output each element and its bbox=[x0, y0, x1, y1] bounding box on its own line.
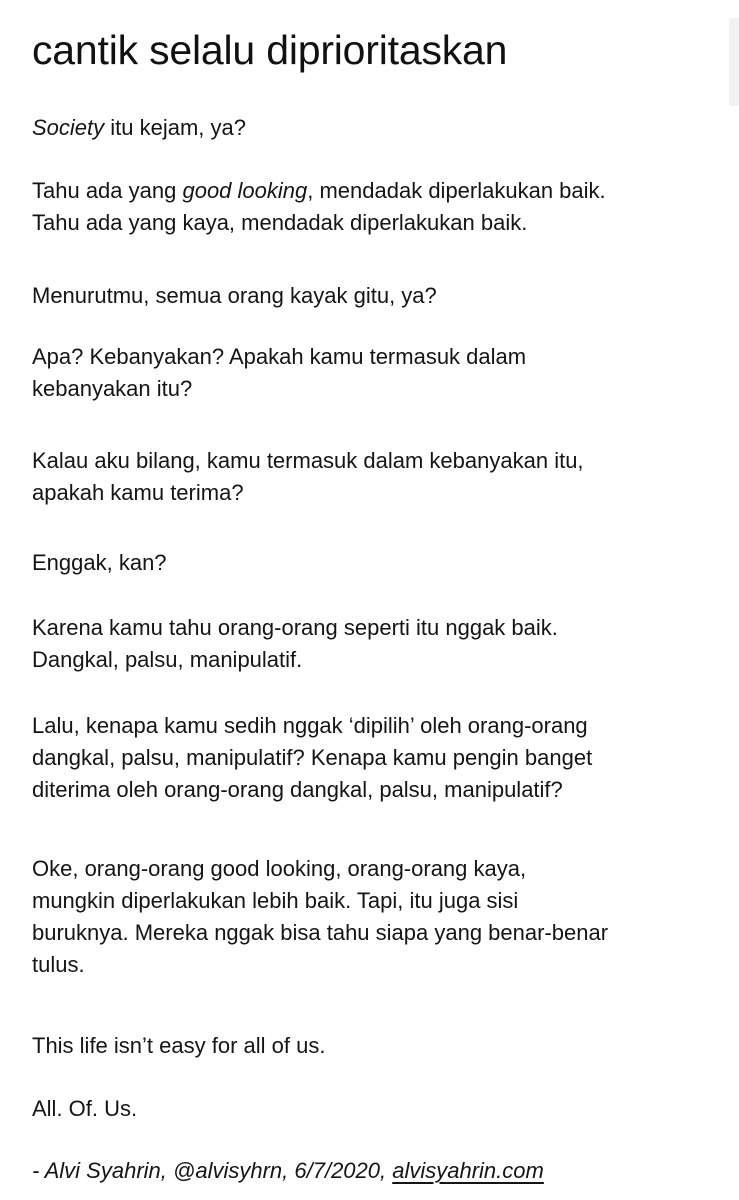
paragraph-line: Dangkal, palsu, manipulatif. bbox=[32, 647, 303, 672]
paragraph-1 bbox=[32, 112, 246, 144]
paragraph-6: Enggak, kan? bbox=[32, 550, 167, 575]
paragraph-line: diterima oleh orang-orang dangkal, palsu, manipulatif? bbox=[32, 777, 563, 802]
paragraph-8 bbox=[32, 710, 592, 806]
emphasis-text: Society bbox=[32, 115, 105, 140]
paragraph-7 bbox=[32, 612, 558, 676]
paragraph-9 bbox=[32, 853, 608, 981]
paragraph-line: Lalu, kenapa kamu sedih nggak ‘dipilih’ oleh orang-orang bbox=[32, 713, 588, 738]
page-title: cantik selalu diprioritaskan bbox=[32, 27, 508, 73]
paragraph-11: All. Of. Us. bbox=[32, 1096, 138, 1121]
text-segment: Tahu ada yang bbox=[32, 178, 183, 203]
paragraph-line bbox=[32, 175, 606, 207]
paragraph-line: Karena kamu tahu orang-orang seperti itu nggak baik. bbox=[32, 615, 558, 640]
text-segment: , mendadak diperlakukan baik. bbox=[307, 178, 606, 203]
signature bbox=[32, 1155, 544, 1187]
paragraph-text: itu kejam, ya? bbox=[104, 115, 246, 140]
paragraph-line: kebanyakan itu? bbox=[32, 376, 193, 401]
emphasis-text: good looking bbox=[182, 178, 308, 203]
paragraph-10: This life isn’t easy for all of us. bbox=[32, 1033, 326, 1058]
paragraph-3: Menurutmu, semua orang kayak gitu, ya? bbox=[32, 283, 437, 308]
website-link[interactable]: alvisyahrin.com bbox=[392, 1158, 544, 1183]
paragraph-line: buruknya. Mereka nggak bisa tahu siapa yang benar-benar bbox=[32, 920, 609, 945]
signature-text: - Alvi Syahrin, @alvisyhrn, 6/7/2020, bbox=[32, 1158, 393, 1183]
scrollbar[interactable] bbox=[729, 18, 739, 106]
paragraph-line: Tahu ada yang kaya, mendadak diperlakukan baik. bbox=[32, 210, 528, 235]
paragraph-line: Kalau aku bilang, kamu termasuk dalam kebanyakan itu, bbox=[32, 448, 584, 473]
paragraph-line: dangkal, palsu, manipulatif? Kenapa kamu pengin banget bbox=[32, 745, 593, 770]
paragraph-line: apakah kamu terima? bbox=[32, 480, 244, 505]
paragraph-line: mungkin diperlakukan lebih baik. Tapi, itu juga sisi bbox=[32, 888, 519, 913]
paragraph-4 bbox=[32, 341, 526, 405]
paragraph-line: tulus. bbox=[32, 952, 85, 977]
paragraph-line: Apa? Kebanyakan? Apakah kamu termasuk dalam bbox=[32, 344, 527, 369]
paragraph-line: Oke, orang-orang good looking, orang-orang kaya, bbox=[32, 856, 527, 881]
paragraph-2 bbox=[32, 175, 606, 239]
paragraph-5 bbox=[32, 445, 584, 509]
